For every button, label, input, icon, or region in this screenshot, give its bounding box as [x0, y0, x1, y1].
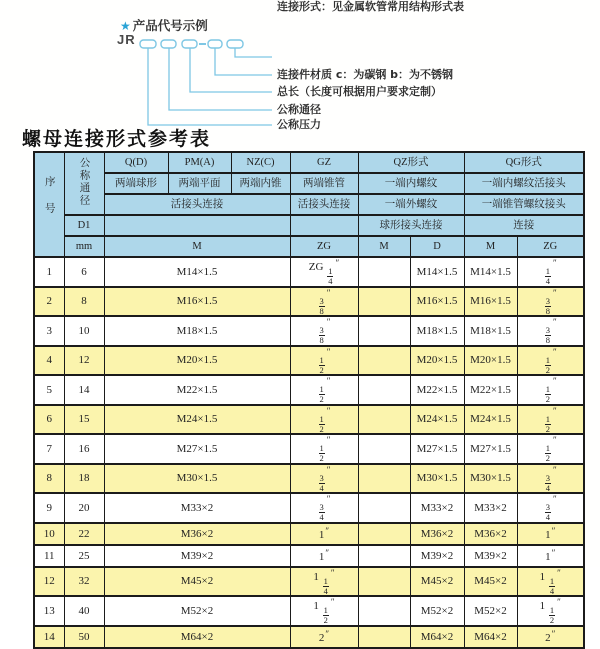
cell-qz-d: M27×1.5: [410, 434, 464, 464]
cell-qz-m: [358, 493, 410, 523]
cell-qz-d: M64×2: [410, 626, 464, 648]
cell-qg-zg: 1″: [517, 545, 584, 567]
cell-qg-zg: 1″: [517, 523, 584, 545]
cell-qz-d: M18×1.5: [410, 316, 464, 346]
cell-qg-m: M30×1.5: [464, 464, 517, 494]
code-label-material: 连接件材质 c：为碳钢 b：为不锈钢: [277, 68, 454, 81]
cell-qg-m: M33×2: [464, 493, 517, 523]
cell-qz-d: M39×2: [410, 545, 464, 567]
header-d1: D1: [64, 215, 104, 236]
cell-mm: 8: [64, 287, 104, 317]
header-mm: mm: [64, 236, 104, 257]
cell-mm: 32: [64, 567, 104, 597]
cell-mm: 6: [64, 257, 104, 287]
cell-qz-m: [358, 405, 410, 435]
cell-qz-d: M45×2: [410, 567, 464, 597]
cell-gz: $\frac{3}{4}$ ″: [290, 464, 358, 494]
code-label-pressure: 公称压力: [277, 118, 321, 131]
cell-qg-m: M64×2: [464, 626, 517, 648]
cell-qz-d: M22×1.5: [410, 375, 464, 405]
connector-line-4: [215, 48, 272, 75]
cell-no: 3: [34, 316, 64, 346]
header-qz-connection: 球形接头连接: [358, 215, 464, 236]
connector-line-1: [148, 48, 272, 125]
cell-mm: 10: [64, 316, 104, 346]
cell-qz-d: M30×1.5: [410, 464, 464, 494]
cell-gz: $\frac{1}{2}$ ″: [290, 375, 358, 405]
code-box-5: [227, 40, 243, 48]
connector-line-3: [190, 48, 272, 92]
cell-qz-m: [358, 596, 410, 626]
cell-gz: $\frac{3}{8}$ ″: [290, 316, 358, 346]
header-nz: NZ(C): [231, 152, 290, 173]
cell-gz: $\frac{1}{2}$ ″: [290, 405, 358, 435]
cell-m: M24×1.5: [104, 405, 290, 435]
nut-connection-table: [33, 151, 585, 649]
cell-m: M36×2: [104, 523, 290, 545]
cell-no: 7: [34, 434, 64, 464]
cell-qg-zg: $\frac{3}{4}$ ″: [517, 464, 584, 494]
cell-mm: 16: [64, 434, 104, 464]
cell-m: M20×1.5: [104, 346, 290, 376]
header-pm: PM(A): [168, 152, 231, 173]
cell-qg-zg: $\frac{1}{2}$ ″: [517, 405, 584, 435]
cell-qz-m: [358, 626, 410, 648]
cell-gz: $\frac{3}{4}$ ″: [290, 493, 358, 523]
code-box-1: [140, 40, 156, 48]
table-row: [34, 257, 584, 287]
cell-qz-d: M14×1.5: [410, 257, 464, 287]
cell-qg-m: M22×1.5: [464, 375, 517, 405]
cell-gz: $\frac{1}{2}$ ″: [290, 434, 358, 464]
cell-no: 12: [34, 567, 64, 597]
table-body: [34, 257, 584, 648]
cell-qg-m: M20×1.5: [464, 346, 517, 376]
table-header: [34, 152, 584, 257]
cell-gz: 1 $\frac{1}{4}$ ″: [290, 567, 358, 597]
header-qz-end2: 一端外螺纹: [358, 194, 464, 215]
cell-m: M27×1.5: [104, 434, 290, 464]
table-row: [34, 346, 584, 376]
cell-no: 9: [34, 493, 64, 523]
cell-no: 11: [34, 545, 64, 567]
cell-qg-m: M27×1.5: [464, 434, 517, 464]
header-serial: 序号: [34, 152, 64, 257]
cell-gz: $\frac{3}{8}$ ″: [290, 287, 358, 317]
cell-no: 1: [34, 257, 64, 287]
table-title: 螺母连接形式参考表: [22, 128, 212, 150]
cell-m: M52×2: [104, 596, 290, 626]
cell-mm: 22: [64, 523, 104, 545]
table-row: [34, 375, 584, 405]
table-row: [34, 316, 584, 346]
cell-qz-m: [358, 523, 410, 545]
table-row: [34, 464, 584, 494]
code-label-connection: 连接形式：见金属软管常用结构形式表: [277, 0, 464, 13]
header-qz-m: M: [358, 236, 410, 257]
cell-m: M18×1.5: [104, 316, 290, 346]
cell-qg-m: M36×2: [464, 523, 517, 545]
cell-qz-m: [358, 346, 410, 376]
header-qz-end1: 一端内螺纹: [358, 173, 464, 194]
cell-qg-m: M14×1.5: [464, 257, 517, 287]
header-qg-m: M: [464, 236, 517, 257]
header-nz-sub: 两端内锥: [231, 173, 290, 194]
table-row: [34, 287, 584, 317]
header-qg-connection: 连接: [464, 215, 584, 236]
table-row: [34, 523, 584, 545]
cell-qg-m: M16×1.5: [464, 287, 517, 317]
cell-qz-m: [358, 464, 410, 494]
code-box-2: [161, 40, 176, 48]
cell-m: M30×1.5: [104, 464, 290, 494]
header-qz: QZ形式: [358, 152, 464, 173]
cell-qz-m: [358, 375, 410, 405]
cell-qz-d: M20×1.5: [410, 346, 464, 376]
cell-qz-m: [358, 287, 410, 317]
code-box-3: [182, 40, 197, 48]
cell-mm: 18: [64, 464, 104, 494]
cell-m: M33×2: [104, 493, 290, 523]
cell-mm: 50: [64, 626, 104, 648]
cell-qz-m: [358, 545, 410, 567]
cell-qg-m: M39×2: [464, 545, 517, 567]
header-zg-gz: ZG: [290, 236, 358, 257]
cell-gz: $\frac{1}{2}$ ″: [290, 346, 358, 376]
header-q: Q(D): [104, 152, 168, 173]
cell-m: M39×2: [104, 545, 290, 567]
cell-no: 5: [34, 375, 64, 405]
cell-no: 10: [34, 523, 64, 545]
cell-no: 13: [34, 596, 64, 626]
cell-qg-zg: $\frac{1}{4}$ ″: [517, 257, 584, 287]
cell-qg-m: M45×2: [464, 567, 517, 597]
cell-no: 8: [34, 464, 64, 494]
connector-line-5: [235, 48, 272, 57]
cell-gz: 1 $\frac{1}{2}$ ″: [290, 596, 358, 626]
cell-qz-m: [358, 316, 410, 346]
cell-gz: ZG $\frac{1}{4}$ ″: [290, 257, 358, 287]
header-gz-connection: 活接头连接: [290, 194, 358, 215]
header-qg-zg: ZG: [517, 236, 584, 257]
header-gz: GZ: [290, 152, 358, 173]
cell-qz-d: M36×2: [410, 523, 464, 545]
cell-qg-m: M18×1.5: [464, 316, 517, 346]
cell-no: 2: [34, 287, 64, 317]
cell-m: M45×2: [104, 567, 290, 597]
header-empty-left: [104, 215, 290, 236]
cell-qz-d: M24×1.5: [410, 405, 464, 435]
header-m-main: M: [104, 236, 290, 257]
table-row: [34, 405, 584, 435]
cell-qg-zg: $\frac{1}{2}$ ″: [517, 375, 584, 405]
cell-qz-d: M33×2: [410, 493, 464, 523]
header-qg: QG形式: [464, 152, 584, 173]
cell-qg-zg: $\frac{1}{2}$ ″: [517, 434, 584, 464]
header-pm-sub: 两端平面: [168, 173, 231, 194]
header-q-sub: 两端球形: [104, 173, 168, 194]
header-nominal-diameter: 公称通径: [64, 152, 104, 215]
cell-qg-zg: 2″: [517, 626, 584, 648]
header-empty-gz: [290, 215, 358, 236]
cell-m: M14×1.5: [104, 257, 290, 287]
cell-m: M16×1.5: [104, 287, 290, 317]
cell-gz: 1″: [290, 545, 358, 567]
cell-qz-m: [358, 257, 410, 287]
cell-m: M64×2: [104, 626, 290, 648]
cell-qg-zg: 1 $\frac{1}{4}$ ″: [517, 567, 584, 597]
table-row: [34, 545, 584, 567]
table-row: [34, 434, 584, 464]
cell-mm: 15: [64, 405, 104, 435]
table-row: [34, 567, 584, 597]
cell-mm: 14: [64, 375, 104, 405]
header-qg-end1: 一端内螺纹活接头: [464, 173, 584, 194]
product-code-prefix: JR: [117, 32, 136, 47]
header-qz-d: D: [410, 236, 464, 257]
cell-mm: 25: [64, 545, 104, 567]
cell-qz-d: M52×2: [410, 596, 464, 626]
cell-m: M22×1.5: [104, 375, 290, 405]
cell-qz-d: M16×1.5: [410, 287, 464, 317]
header-union-connection: 活接头连接: [104, 194, 290, 215]
cell-qg-zg: $\frac{3}{8}$ ″: [517, 287, 584, 317]
cell-gz: 1″: [290, 523, 358, 545]
table-row: [34, 626, 584, 648]
cell-gz: 2″: [290, 626, 358, 648]
cell-no: 14: [34, 626, 64, 648]
star-icon: ★: [120, 19, 131, 33]
cell-qg-zg: 1 $\frac{1}{2}$ ″: [517, 596, 584, 626]
cell-no: 4: [34, 346, 64, 376]
cell-no: 6: [34, 405, 64, 435]
code-label-length: 总长（长度可根据用户要求定制）: [277, 85, 442, 98]
cell-mm: 12: [64, 346, 104, 376]
code-label-diameter: 公称通径: [277, 103, 321, 116]
cell-mm: 20: [64, 493, 104, 523]
code-box-4: [208, 40, 222, 48]
cell-mm: 40: [64, 596, 104, 626]
header-qg-end2: 一端锥管螺纹接头: [464, 194, 584, 215]
table-row: [34, 596, 584, 626]
cell-qz-m: [358, 434, 410, 464]
cell-qg-m: M52×2: [464, 596, 517, 626]
cell-qg-zg: $\frac{3}{4}$ ″: [517, 493, 584, 523]
table-row: [34, 493, 584, 523]
cell-qg-zg: $\frac{1}{2}$ ″: [517, 346, 584, 376]
cell-qg-m: M24×1.5: [464, 405, 517, 435]
header-gz-sub: 两端锥管: [290, 173, 358, 194]
diagram-title-text: 产品代号示例: [132, 18, 208, 33]
cell-qg-zg: $\frac{3}{8}$ ″: [517, 316, 584, 346]
cell-qz-m: [358, 567, 410, 597]
